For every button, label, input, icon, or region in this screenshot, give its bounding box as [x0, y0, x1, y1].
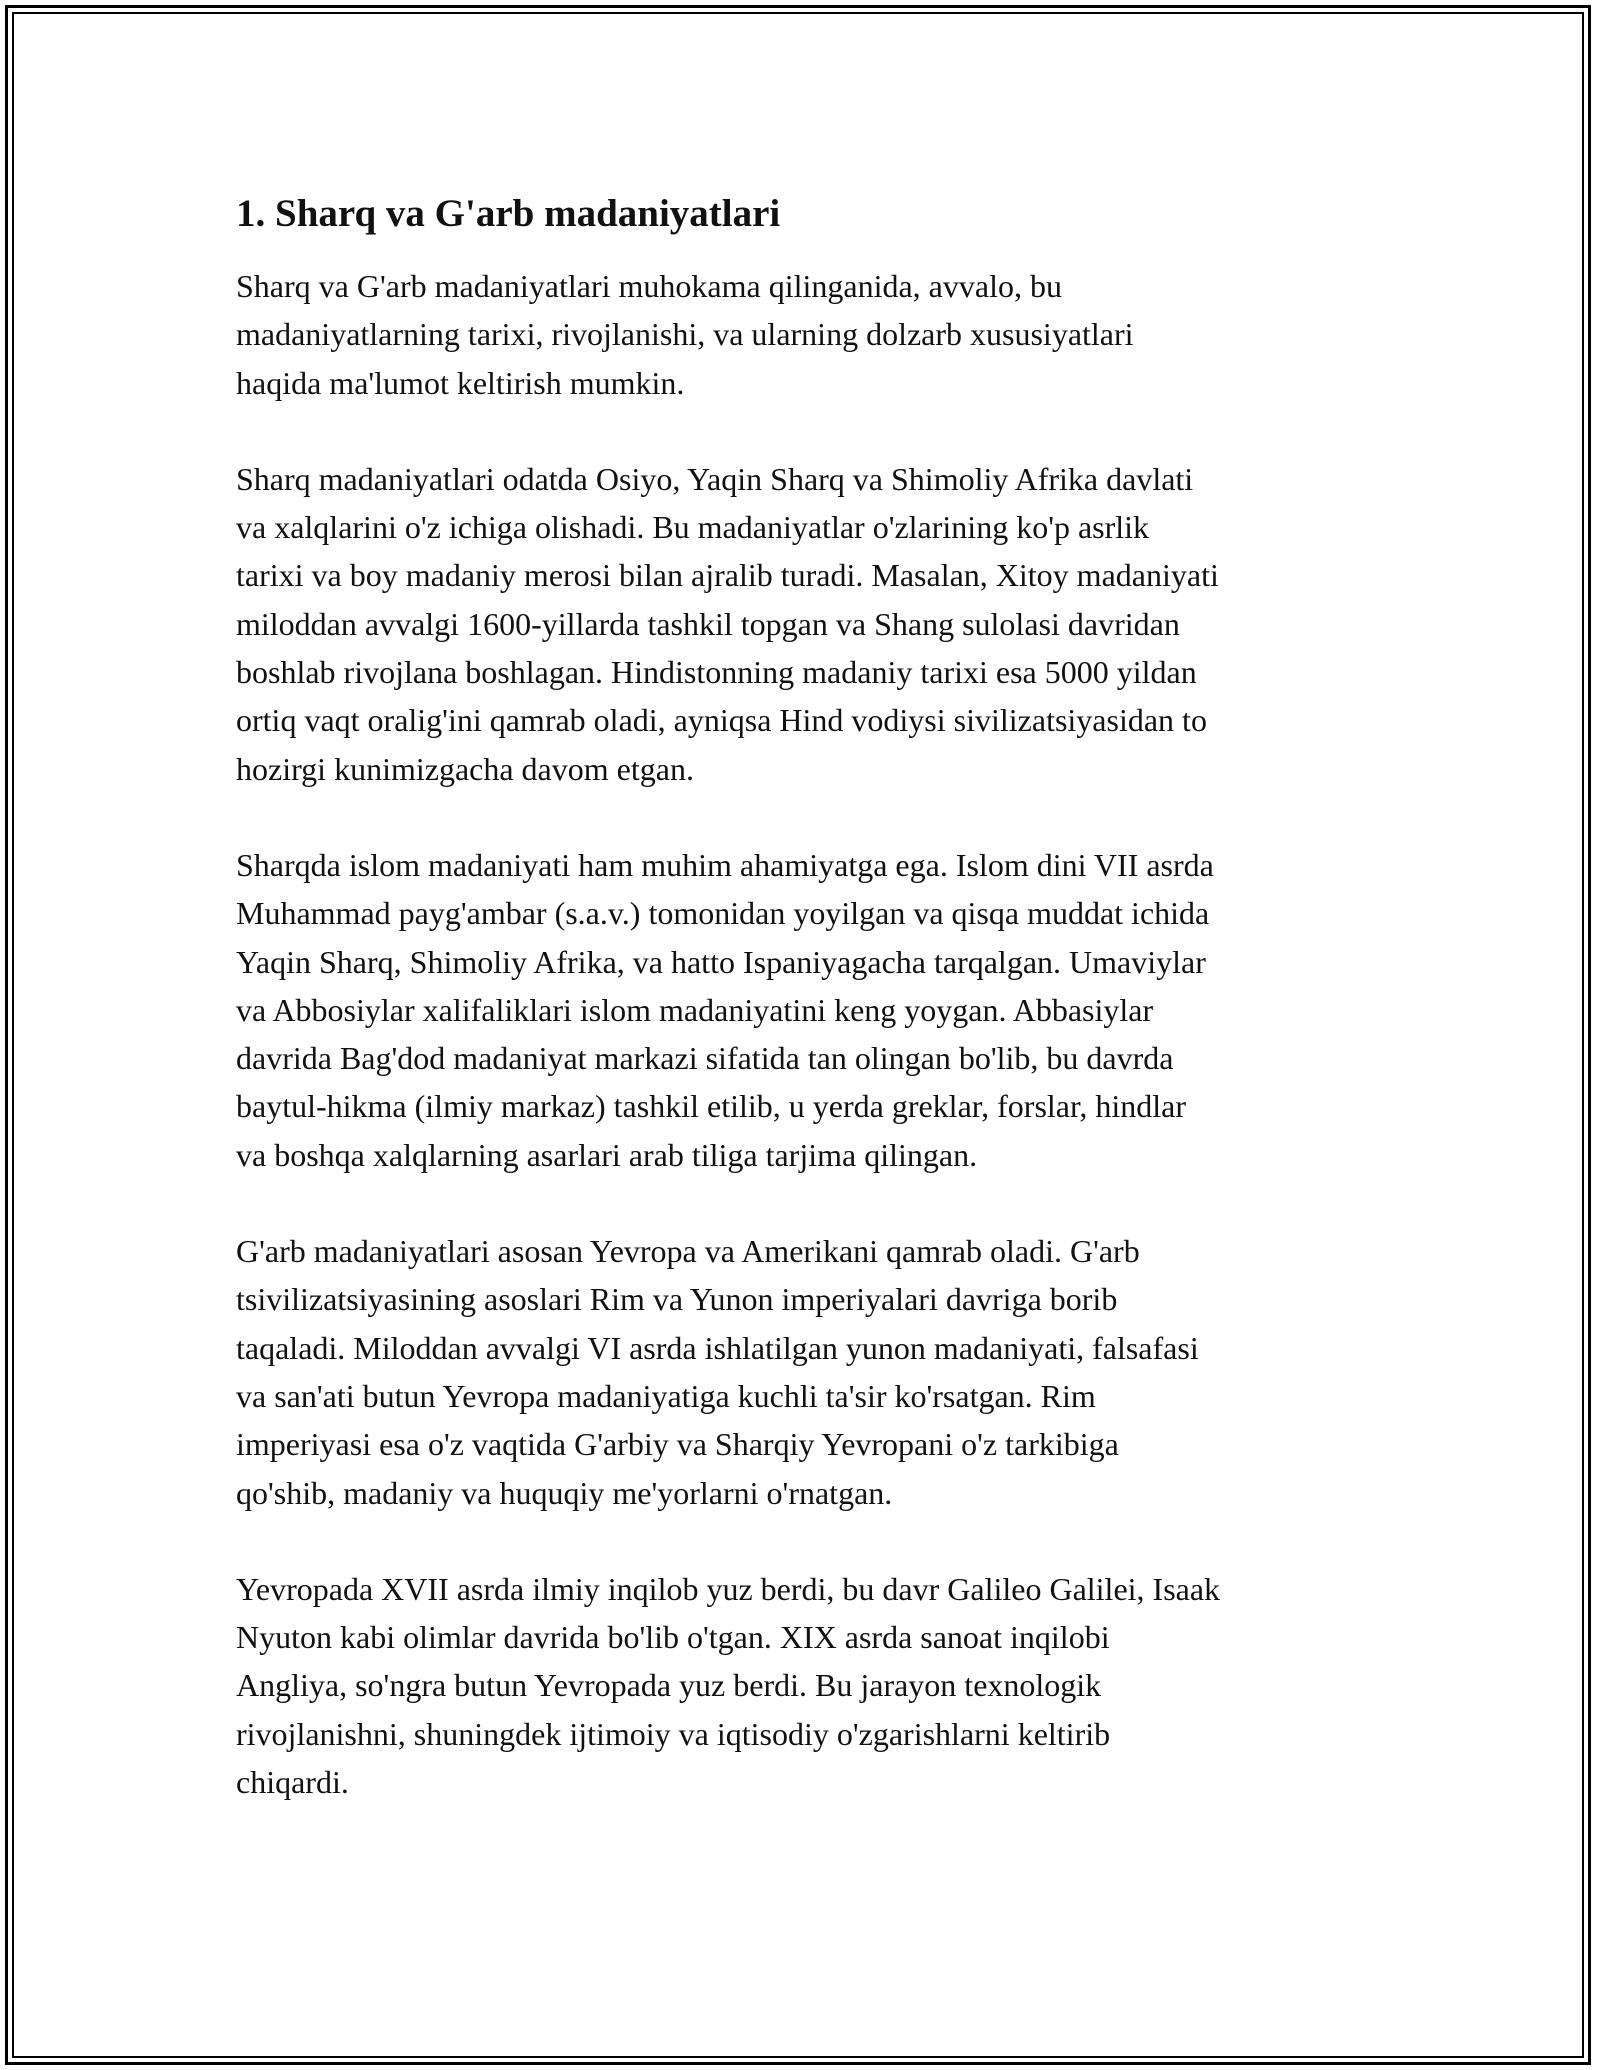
paragraph-eastern-cultures: Sharq madaniyatlari odatda Osiyo, Yaqin Sharq va Shimoliy Afrika davlati va xalqlarini o'z ichiga olishadi. Bu madaniyatlar o'zlarining ko'p asrlik tarixi va boy madaniy merosi bilan ajralib turadi. Masalan, Xitoy madaniyati miloddan avvalgi 1600-yillarda tashkil topgan va Shang sulolasi davridan boshlab rivojlana boshlagan. Hindistonning madaniy tarixi esa 5000 yildan ortiq vaqt oralig'ini qamrab oladi, ayniqsa Hind vodiysi sivilizatsiyasidan to hozirgi kunimizgacha davom etgan. [236, 460, 1219, 787]
section-heading: 1. Sharq va G'arb madaniyatlari [236, 192, 781, 235]
paragraph-european-revolutions: Yevropada XVII asrda ilmiy inqilob yuz berdi, bu davr Galileo Galilei, Isaak Nyuton kabi olimlar davrida bo'lib o'tgan. XIX asrda sanoat inqilobi Angliya, so'ngra butun Yevropada yuz berdi. Bu jarayon texnologik rivojlanishni, shuningdek ijtimoiy va iqtisodiy o'zgarishlarni keltirib chiqardi. [236, 1570, 1221, 1801]
document-body [236, 186, 1376, 1854]
paragraph-western-cultures: G'arb madaniyatlari asosan Yevropa va Amerikani qamrab oladi. G'arb tsivilizatsiyasining asoslari Rim va Yunon imperiyalari davriga borib taqaladi. Miloddan avvalgi VI asrda ishlatilgan yunon madaniyati, falsafasi va san'ati butun Yevropa madaniyatiga kuchli ta'sir ko'rsatgan. Rim imperiyasi esa o'z vaqtida G'arbiy va Sharqiy Yevropani o'z tarkibiga qo'shib, madaniy va huquqiy me'yorlarni o'rnatgan. [236, 1233, 1199, 1511]
paragraph-islamic-culture: Sharqda islom madaniyati ham muhim ahamiyatga ega. Islom dini VII asrda Muhammad payg'ambar (s.a.v.) tomonidan yoyilgan va qisqa muddat ichida Yaqin Sharq, Shimoliy Afrika, va hatto Ispaniyagacha tarqalgan. Umaviylar va Abbosiylar xalifaliklari islom madaniyatini keng yoygan. Abbasiylar davrida Bag'dod madaniyat markazi sifatida tan olingan bo'lib, bu davrda baytul-hikma (ilmiy markaz) tashkil etilib, u yerda greklar, forslar, hindlar va boshqa xalqlarning asarlari arab tiliga tarjima qilingan. [236, 846, 1214, 1173]
paragraph-intro: Sharq va G'arb madaniyatlari muhokama qilinganida, avvalo, bu madaniyatlarning tarixi, rivojlanishi, va ularning dolzarb xususiyatlari haqida ma'lumot keltirish mumkin. [236, 268, 1134, 401]
